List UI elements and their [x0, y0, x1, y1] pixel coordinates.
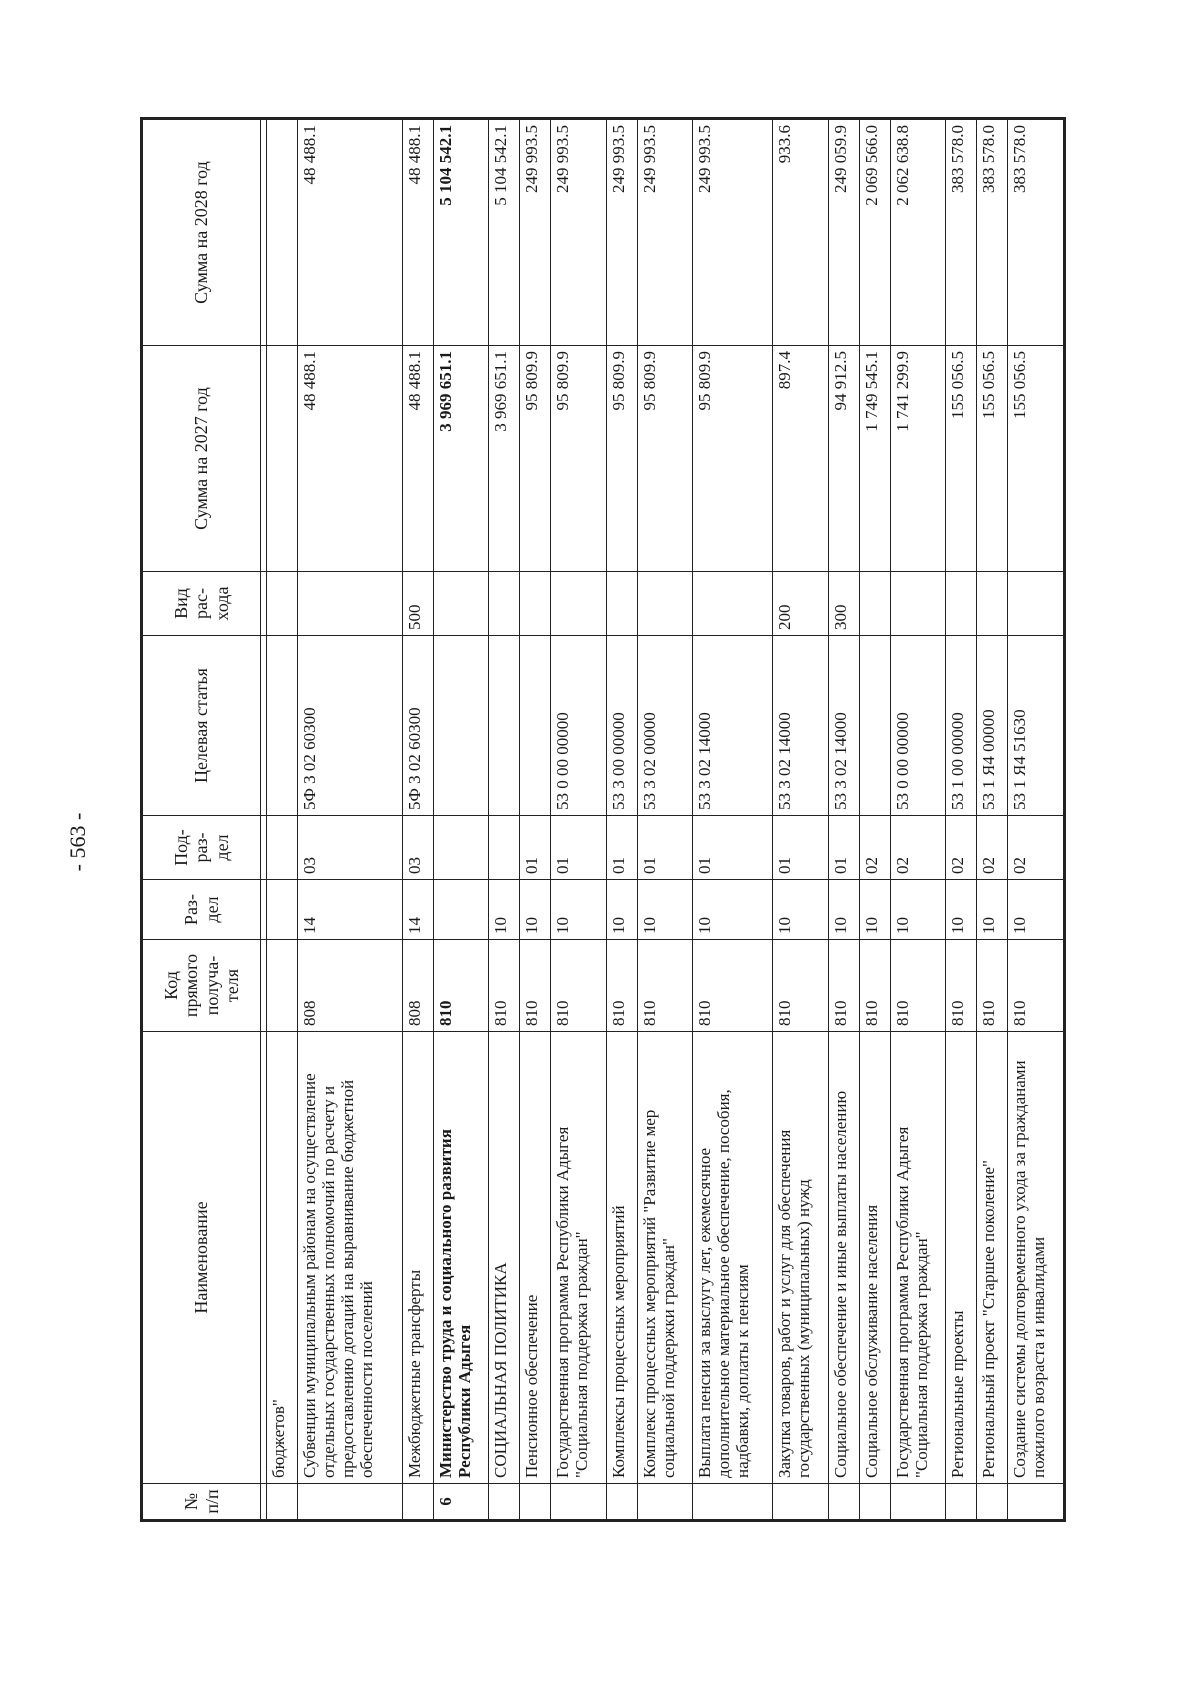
row-number: 6 — [433, 1484, 489, 1520]
row-subsection: 01 — [828, 816, 859, 880]
row-sum-2028: 249 993.5 — [693, 120, 773, 346]
row-number — [297, 1484, 402, 1520]
header-row — [143, 120, 261, 1520]
row-section: 10 — [890, 880, 946, 940]
row-target-article: 53 1 Я4 00000 — [977, 636, 1008, 816]
row-recipient-code: 810 — [433, 940, 489, 1032]
row-subsection: 01 — [606, 816, 637, 880]
table-row — [267, 120, 298, 1520]
row-subsection: 02 — [890, 816, 946, 880]
row-sum-2027: 95 809.9 — [637, 346, 693, 572]
row-subsection: 01 — [551, 816, 607, 880]
row-sum-2027: 1 741 299.9 — [890, 346, 946, 572]
row-number — [977, 1484, 1008, 1520]
row-section: 10 — [946, 880, 977, 940]
table-row — [859, 120, 890, 1520]
row-recipient-code: 810 — [1008, 940, 1064, 1032]
row-target-article — [859, 636, 890, 816]
header-code: Код прямого получа-теля — [143, 940, 261, 1032]
row-sum-2028: 383 578.0 — [1008, 120, 1064, 346]
row-expense-type: 300 — [828, 572, 859, 636]
row-expense-type — [890, 572, 946, 636]
table-row — [828, 120, 859, 1520]
row-sum-2028: 2 062 638.8 — [890, 120, 946, 346]
budget-table-rotated — [142, 120, 1064, 1520]
row-sum-2027: 3 969 651.1 — [489, 346, 520, 572]
row-target-article: 53 3 02 14000 — [828, 636, 859, 816]
row-name: Субвенции муниципальным районам на осуществление отдельных государственных полномочий по расчету и предоставлению дотаций на выравнивание бюджетной обеспеченности поселений — [297, 1032, 402, 1484]
row-sum-2027: 48 488.1 — [297, 346, 402, 572]
row-section: 10 — [977, 880, 1008, 940]
row-recipient-code: 810 — [946, 940, 977, 1032]
row-name: Региональные проекты — [946, 1032, 977, 1484]
row-section: 10 — [1008, 880, 1064, 940]
row-name: бюджетов" — [267, 1032, 298, 1484]
row-target-article: 53 3 00 00000 — [606, 636, 637, 816]
header-section: Раз-дел — [143, 880, 261, 940]
row-expense-type — [297, 572, 402, 636]
table-row — [693, 120, 773, 1520]
row-number — [402, 1484, 433, 1520]
row-sum-2028: 249 993.5 — [637, 120, 693, 346]
row-section: 10 — [606, 880, 637, 940]
row-target-article: 53 3 02 14000 — [773, 636, 829, 816]
row-sum-2028: 249 993.5 — [606, 120, 637, 346]
row-name: Социальное обслуживание населения — [859, 1032, 890, 1484]
row-subsection: 01 — [520, 816, 551, 880]
header-name: Наименование — [143, 1032, 261, 1484]
row-expense-type — [267, 572, 298, 636]
row-recipient-code: 810 — [828, 940, 859, 1032]
table-row — [773, 120, 829, 1520]
row-sum-2027: 155 056.5 — [946, 346, 977, 572]
row-sum-2028: 249 993.5 — [520, 120, 551, 346]
row-name: Закупка товаров, работ и услуг для обеспечения государственных (муниципальных) нужд — [773, 1032, 829, 1484]
row-sum-2028: 2 069 566.0 — [859, 120, 890, 346]
row-subsection: 02 — [859, 816, 890, 880]
row-target-article: 53 1 00 00000 — [946, 636, 977, 816]
row-number — [773, 1484, 829, 1520]
header-subsection: Под-раз-дел — [143, 816, 261, 880]
row-number — [946, 1484, 977, 1520]
row-sum-2027: 95 809.9 — [520, 346, 551, 572]
row-sum-2027: 95 809.9 — [693, 346, 773, 572]
row-sum-2027: 155 056.5 — [977, 346, 1008, 572]
row-recipient-code: 810 — [773, 940, 829, 1032]
row-sum-2028: 249 059.9 — [828, 120, 859, 346]
row-sum-2027: 1 749 545.1 — [859, 346, 890, 572]
row-target-article: 53 1 Я4 51630 — [1008, 636, 1064, 816]
row-subsection: 01 — [693, 816, 773, 880]
table-row — [433, 120, 489, 1520]
row-target-article — [489, 636, 520, 816]
row-recipient-code: 810 — [520, 940, 551, 1032]
row-target-article — [520, 636, 551, 816]
header-expense: Вид рас-хода — [143, 572, 261, 636]
table-row — [946, 120, 977, 1520]
row-sum-2027: 95 809.9 — [551, 346, 607, 572]
row-number — [693, 1484, 773, 1520]
row-subsection: 01 — [637, 816, 693, 880]
row-target-article: 5Ф 3 02 60300 — [297, 636, 402, 816]
row-recipient-code: 808 — [402, 940, 433, 1032]
row-sum-2028: 933.6 — [773, 120, 829, 346]
row-section: 10 — [551, 880, 607, 940]
row-section: 10 — [773, 880, 829, 940]
row-number — [489, 1484, 520, 1520]
row-section: 10 — [520, 880, 551, 940]
table-row — [637, 120, 693, 1520]
table-row — [489, 120, 520, 1520]
row-expense-type: 200 — [773, 572, 829, 636]
row-recipient-code: 810 — [489, 940, 520, 1032]
row-number — [859, 1484, 890, 1520]
row-sum-2027: 94 912.5 — [828, 346, 859, 572]
row-section: 10 — [859, 880, 890, 940]
header-num: № п/п — [143, 1484, 261, 1520]
row-sum-2028: 383 578.0 — [946, 120, 977, 346]
row-recipient-code: 810 — [693, 940, 773, 1032]
row-target-article: 53 0 00 00000 — [551, 636, 607, 816]
row-subsection — [267, 816, 298, 880]
row-name: Социальное обеспечение и иные выплаты населению — [828, 1032, 859, 1484]
row-expense-type — [433, 572, 489, 636]
row-name: Межбюджетные трансферты — [402, 1032, 433, 1484]
row-subsection: 03 — [297, 816, 402, 880]
row-section: 10 — [693, 880, 773, 940]
table-row — [977, 120, 1008, 1520]
row-number — [1008, 1484, 1064, 1520]
row-sum-2028 — [267, 120, 298, 346]
row-sum-2028: 383 578.0 — [977, 120, 1008, 346]
budget-table-container — [142, 120, 1064, 1520]
row-sum-2027: 3 969 651.1 — [433, 346, 489, 572]
row-subsection: 02 — [946, 816, 977, 880]
row-sum-2027: 897.4 — [773, 346, 829, 572]
row-section: 10 — [489, 880, 520, 940]
table-row — [890, 120, 946, 1520]
header-sum-2028: Сумма на 2028 год — [143, 120, 261, 346]
row-subsection: 01 — [773, 816, 829, 880]
row-expense-type — [1008, 572, 1064, 636]
row-expense-type — [637, 572, 693, 636]
row-name: Комплексы процессных мероприятий — [606, 1032, 637, 1484]
row-target-article: 53 0 00 00000 — [890, 636, 946, 816]
row-number — [520, 1484, 551, 1520]
row-recipient-code: 810 — [859, 940, 890, 1032]
row-target-article: 5Ф 3 02 60300 — [402, 636, 433, 816]
row-number — [828, 1484, 859, 1520]
table-row — [402, 120, 433, 1520]
row-recipient-code: 810 — [977, 940, 1008, 1032]
row-recipient-code: 810 — [890, 940, 946, 1032]
table-row — [297, 120, 402, 1520]
row-section: 14 — [402, 880, 433, 940]
budget-table — [142, 119, 1064, 1520]
row-name: Выплата пенсии за выслугу лет, ежемесячное дополнительное материальное обеспечение, пособия, надбавки, доплаты к пенсиям — [693, 1032, 773, 1484]
row-sum-2028: 5 104 542.1 — [489, 120, 520, 346]
row-expense-type — [520, 572, 551, 636]
row-sum-2027: 155 056.5 — [1008, 346, 1064, 572]
row-section — [267, 880, 298, 940]
page-number: - 563 - — [65, 812, 90, 872]
row-number — [606, 1484, 637, 1520]
row-recipient-code: 810 — [551, 940, 607, 1032]
row-section: 10 — [637, 880, 693, 940]
row-number — [267, 1484, 298, 1520]
row-sum-2027 — [267, 346, 298, 572]
row-expense-type — [606, 572, 637, 636]
row-subsection — [433, 816, 489, 880]
row-section — [433, 880, 489, 940]
row-section: 10 — [828, 880, 859, 940]
header-sum-2027: Сумма на 2027 год — [143, 346, 261, 572]
row-number — [637, 1484, 693, 1520]
row-name: Региональный проект "Старшее поколение" — [977, 1032, 1008, 1484]
row-name: Комплекс процессных мероприятий "Развитие мер социальной поддержки граждан" — [637, 1032, 693, 1484]
table-row — [1008, 120, 1064, 1520]
row-target-article: 53 3 02 00000 — [637, 636, 693, 816]
row-recipient-code: 810 — [637, 940, 693, 1032]
row-name: Государственная программа Республики Адыгея "Социальная поддержка граждан" — [551, 1032, 607, 1484]
row-recipient-code: 808 — [297, 940, 402, 1032]
row-expense-type — [551, 572, 607, 636]
row-expense-type: 500 — [402, 572, 433, 636]
table-row — [551, 120, 607, 1520]
row-subsection — [489, 816, 520, 880]
table-row — [606, 120, 637, 1520]
row-recipient-code: 810 — [606, 940, 637, 1032]
row-expense-type — [859, 572, 890, 636]
row-target-article — [267, 636, 298, 816]
row-target-article: 53 3 02 14000 — [693, 636, 773, 816]
row-name: Пенсионное обеспечение — [520, 1032, 551, 1484]
row-sum-2028: 5 104 542.1 — [433, 120, 489, 346]
row-expense-type — [946, 572, 977, 636]
row-target-article — [433, 636, 489, 816]
table-body — [267, 120, 1064, 1520]
row-section: 14 — [297, 880, 402, 940]
row-number — [551, 1484, 607, 1520]
row-name: СОЦИАЛЬНАЯ ПОЛИТИКА — [489, 1032, 520, 1484]
row-expense-type — [977, 572, 1008, 636]
row-name: Создание системы долговременного ухода за гражданами пожилого возраста и инвалидами — [1008, 1032, 1064, 1484]
row-sum-2028: 249 993.5 — [551, 120, 607, 346]
table-header — [143, 120, 267, 1520]
row-expense-type — [693, 572, 773, 636]
table-row — [520, 120, 551, 1520]
row-name: Государственная программа Республики Адыгея "Социальная поддержка граждан" — [890, 1032, 946, 1484]
row-recipient-code — [267, 940, 298, 1032]
header-target: Целевая статья — [143, 636, 261, 816]
row-expense-type — [489, 572, 520, 636]
row-subsection: 02 — [977, 816, 1008, 880]
row-sum-2028: 48 488.1 — [297, 120, 402, 346]
row-name: Министерство труда и социального развития Республики Адыгея — [433, 1032, 489, 1484]
row-sum-2027: 95 809.9 — [606, 346, 637, 572]
row-subsection: 03 — [402, 816, 433, 880]
row-number — [890, 1484, 946, 1520]
row-sum-2027: 48 488.1 — [402, 346, 433, 572]
row-subsection: 02 — [1008, 816, 1064, 880]
row-sum-2028: 48 488.1 — [402, 120, 433, 346]
